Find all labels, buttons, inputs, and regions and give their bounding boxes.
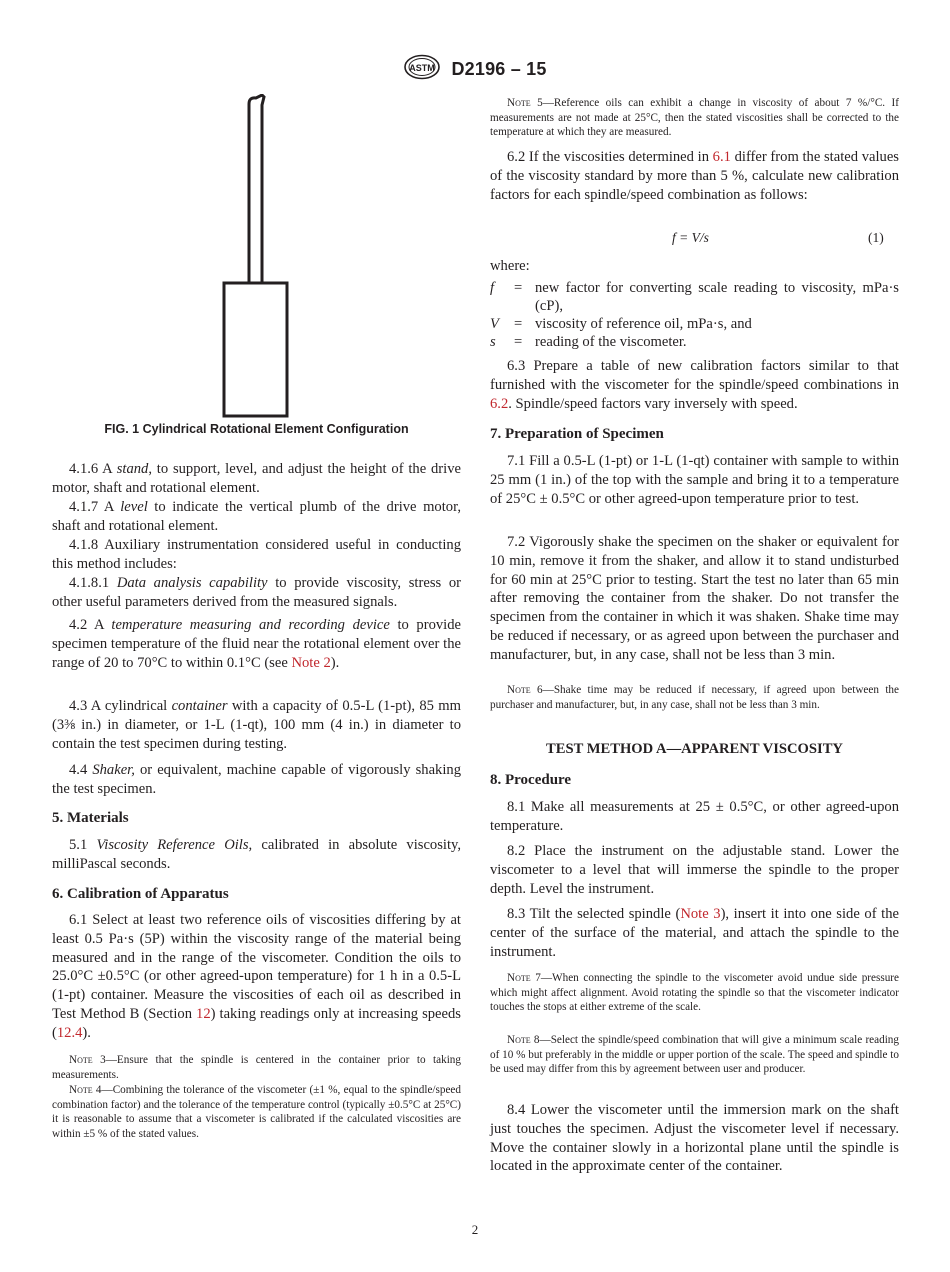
para-4-1-8: 4.1.8 Auxiliary instrumentation considered useful in conducting this method includes:: [52, 537, 461, 572]
note-8: Note 8—Select the spindle/speed combination that will give a minimum scale reading of 10 % but preferably in the middle or upper portion of the scale. The speed and spindle to be used may differ from this by agreement between user and producer.: [490, 1034, 899, 1076]
para-8-4: 8.4 Lower the viscometer until the immersion mark on the shaft just touches the specimen. Adjust the viscometer level if necessary. Move the container slowly in a horizontal plane until the spindle is located in the approximate center of the container.: [490, 1102, 899, 1175]
para-4-1-8-1: 4.1.8.1 Data analysis capability to provide viscosity, stress or other useful parameters derived from the measured signals.: [52, 575, 462, 610]
para-4-4: 4.4 Shaker, or equivalent, machine capable of vigorously shaking the test specimen.: [52, 762, 462, 797]
note-3: Note 3—Ensure that the spindle is centered in the container prior to taking measurements.: [52, 1054, 461, 1081]
para-6-1: 6.1 Select at least two reference oils of viscosities differing by at least 0.5 Pa·s (5P) within the viscosity range of the material being measured and in the range of the viscometer. Condition the oils to 25.0°C ±0.5°C (or other agreed-upon temperature) for 1 h in a 0.5-L (1-pt) container. Measure the viscosities of each oil as described in Test Method B (Section 12) taking readings only at increasing speeds (12.4).: [52, 912, 461, 1041]
definition-s: s = reading of the viscometer.: [490, 334, 687, 350]
para-8-2: 8.2 Place the instrument on the adjustable stand. Lower the viscometer to a level that will immerse the spindle to the proper depth. Level the instrument.: [490, 843, 899, 897]
document-designation: D2196 – 15: [451, 59, 547, 79]
para-4-2: 4.2 A temperature measuring and recording device to provide specimen temperature of the fluid near the rotational element over the range of 20 to 70°C to within 0.1°C (see Note 2).: [52, 617, 462, 671]
para-8-1: 8.1 Make all measurements at 25 ± 0.5°C, or other agreed-upon temperature.: [490, 799, 899, 834]
astm-logo-icon: [403, 54, 441, 85]
para-7-1: 7.1 Fill a 0.5-L (1-pt) or 1-L (1-qt) container with sample to within 25 mm (1 in.) of the top with the sample and bring it to a temperature of 25°C ± 0.5°C or other agreed-upon temperature prior to test.: [490, 453, 899, 507]
para-6-3: 6.3 Prepare a table of new calibration factors similar to that furnished with the viscometer for the spindle/speed combinations in 6.2. Spindle/speed factors vary inversely with speed.: [490, 358, 899, 412]
para-7-2: 7.2 Vigorously shake the specimen on the shaker or equivalent for 10 min, remove it from the shaker, and allow it to stand undisturbed for 60 min at 25°C prior to testing. Start the test no later than 65 min after removing the container from the shaker. Do not transfer the specimen from the container in which it was shaken. Shake time may be reduced if necessary, or as agreed upon between the purchaser and manufacturer, but, in any case, shall not be less than 3 min.: [490, 534, 899, 663]
figure-1-drawing: [52, 94, 461, 444]
para-4-1-6: 4.1.6 A stand, to support, level, and adjust the height of the drive motor, shaft and rotational element.: [52, 461, 461, 496]
equation-number: (1): [868, 230, 884, 245]
para-6-2: 6.2 If the viscosities determined in 6.1 differ from the stated values of the viscosity standard by more than 5 %, calculate new calibration factors for each spindle/speed combination as follows:: [490, 149, 899, 203]
section-7-heading: 7. Preparation of Specimen: [490, 426, 664, 442]
section-6-heading: 6. Calibration of Apparatus: [52, 886, 229, 902]
para-8-3: 8.3 Tilt the selected spindle (Note 3), insert it into one side of the center of the surface of the material, and attach the spindle to the instrument.: [490, 906, 899, 960]
test-method-a-heading: TEST METHOD A—APPARENT VISCOSITY: [546, 741, 843, 757]
section-8-heading: 8. Procedure: [490, 772, 572, 788]
section-12-4-link[interactable]: 12.4: [56, 1024, 83, 1041]
note-2-link[interactable]: Note 2: [291, 654, 331, 671]
para-4-3: 4.3 A cylindrical container with a capacity of 0.5-L (1-pt), 85 mm (3⅜ in.) in diameter, or 1-L (1-qt), 100 mm (4 in.) in diameter to contain the test specimen during testing.: [52, 698, 461, 752]
page-number: 2: [471, 1222, 479, 1237]
note-5: Note 5—Reference oils can exhibit a change in viscosity of about 7 %/°C. If measurements are not made at 25°C, then the stated viscosities shall be corrected to the temperature at which they are measured.: [490, 97, 899, 139]
section-6-1-link[interactable]: 6.1: [712, 149, 731, 165]
para-4-1-7: 4.1.7 A level to indicate the vertical plumb of the drive motor, shaft and rotational element.: [52, 499, 461, 534]
note-6: Note 6—Shake time may be reduced if necessary, if agreed upon between the purchaser and manufacturer, but, in any case, shall not be less than 3 min.: [490, 684, 899, 711]
definition-V: V = viscosity of reference oil, mPa·s, and: [490, 316, 752, 332]
note-7: Note 7—When connecting the spindle to the viscometer avoid undue side pressure which might affect alignment. Avoid rotating the spindle so that the viscometer indicator touches the stops at either extreme of the scale.: [490, 972, 899, 1014]
section-12-link[interactable]: 12: [196, 1005, 211, 1022]
where-label: where:: [490, 258, 530, 274]
note-4: Note 4—Combining the tolerance of the viscometer (±1 %, equal to the spindle/speed combination factor) and the tolerance of the temperature control (typically ±0.5°C at 25°C) it is reasonable to assume that a viscometer is calibrated if the calculated viscosities are within ±5 % of the stated values.: [52, 1084, 461, 1140]
astm-logo-text: ASTM: [409, 63, 436, 73]
figure-caption: FIG. 1 Cylindrical Rotational Element Configuration: [104, 422, 409, 436]
note-3-link[interactable]: Note 3: [680, 906, 721, 922]
para-5-1: 5.1 Viscosity Reference Oils, calibrated in absolute viscosity, milliPascal seconds.: [52, 837, 462, 872]
section-6-2-link[interactable]: 6.2: [490, 395, 509, 412]
page-header: [0, 54, 950, 85]
definition-f: f = new factor for converting scale reading to viscosity, mPa·s (cP),: [490, 280, 899, 315]
equation-1: f = V/s: [672, 230, 709, 245]
section-5-heading: 5. Materials: [52, 810, 129, 826]
